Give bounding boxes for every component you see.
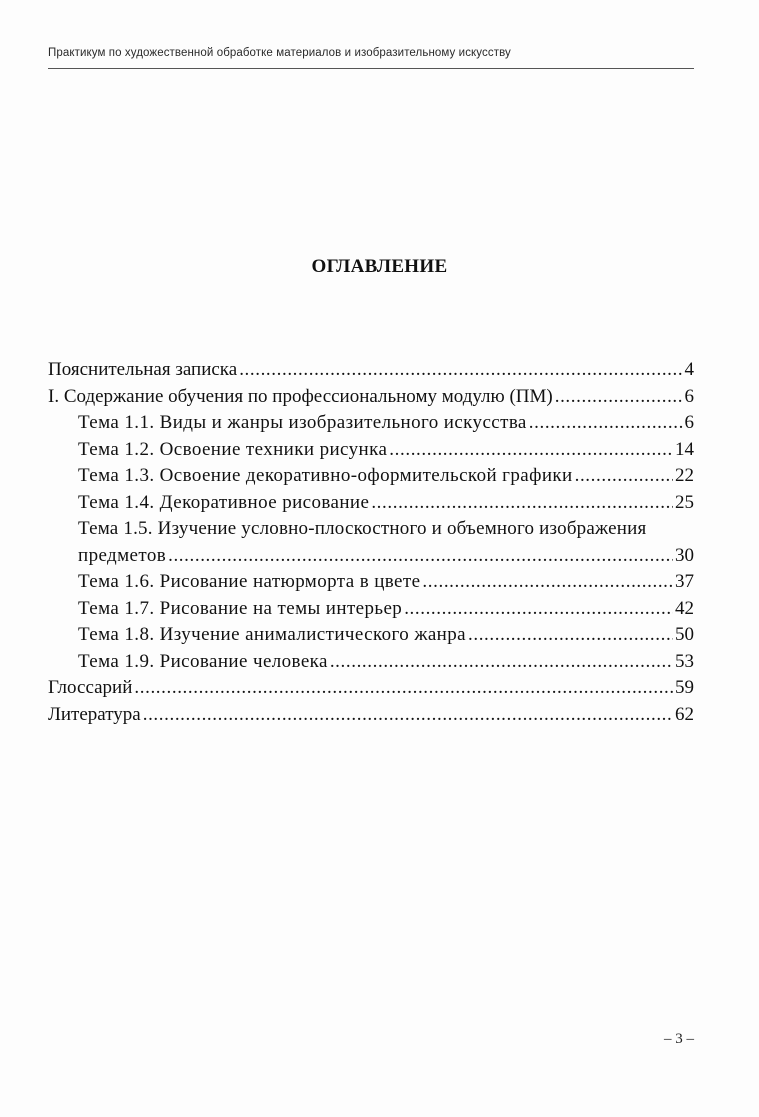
toc-entry-page: 50: [675, 624, 694, 645]
toc-entry-topic-1-7[interactable]: [48, 596, 694, 623]
toc-entry-page: 22: [675, 465, 694, 486]
page-number: – 3 –: [664, 1031, 694, 1047]
toc-entry-topic-1-5-cont[interactable]: [48, 543, 694, 570]
toc-entry-page: 53: [675, 650, 694, 672]
toc-leader-dots: [371, 490, 673, 517]
toc-entry-topic-1-2[interactable]: [48, 437, 694, 464]
toc-leader-dots: [330, 649, 673, 676]
toc-leader-dots: [575, 463, 673, 490]
toc-entry-topic-1-9[interactable]: [48, 649, 694, 676]
toc-entry-page: 30: [675, 544, 694, 566]
toc-leader-dots: [468, 622, 673, 649]
toc-entry-label: Тема 1.2. Освоение техники рисунка: [78, 438, 388, 460]
toc-entry-page: 6: [684, 412, 694, 433]
toc-entry-literature[interactable]: [48, 702, 694, 729]
toc-entry-page: 4: [684, 359, 694, 380]
toc-title: ОГЛАВЛЕНИЕ: [311, 256, 448, 277]
toc-leader-dots: [168, 543, 673, 570]
toc-entry-label: Тема 1.3. Освоение декоративно-оформительской графики: [78, 465, 573, 486]
toc-entry-topic-1-4[interactable]: [48, 490, 694, 517]
toc-entry-label: I. Содержание обучения по профессиональному модулю (ПМ): [48, 385, 553, 407]
toc-leader-dots: [134, 675, 673, 702]
toc-entry-topic-1-5[interactable]: [48, 516, 694, 543]
toc-leader-dots: [529, 410, 683, 437]
toc-entry-label: Тема 1.7. Рисование на темы интерьер: [78, 597, 403, 619]
toc-entry-explanatory-note[interactable]: [48, 357, 694, 384]
running-header: Практикум по художественной обработке материалов и изобразительному искусству: [48, 47, 511, 59]
toc-list: [48, 357, 694, 728]
toc-entry-label-continued: предметов: [78, 544, 167, 566]
toc-entry-topic-1-6[interactable]: [48, 569, 694, 596]
toc-entry-topic-1-8[interactable]: [48, 622, 694, 649]
toc-leader-dots: [143, 702, 673, 729]
toc-leader-dots: [404, 596, 673, 623]
toc-entry-topic-1-1[interactable]: [48, 410, 694, 437]
toc-entry-topic-1-3[interactable]: [48, 463, 694, 490]
toc-entry-label: Тема 1.5. Изучение условно-плоскостного и объемного изображения: [78, 518, 647, 539]
toc-entry-label: Тема 1.9. Рисование человека: [78, 650, 328, 672]
toc-entry-page: 59: [675, 677, 694, 698]
toc-entry-label: Тема 1.1. Виды и жанры изобразительного искусства: [78, 412, 527, 433]
toc-entry-page: 42: [675, 597, 694, 619]
toc-entry-label: Пояснительная записка: [48, 359, 238, 380]
toc-entry-glossary[interactable]: [48, 675, 694, 702]
toc-entry-page: 6: [684, 385, 694, 407]
toc-entry-label: Глоссарий: [48, 677, 133, 698]
toc-entry-page: 62: [675, 703, 694, 725]
header-rule: [48, 68, 694, 69]
toc-entry-label: Тема 1.6. Рисование натюрморта в цвете: [78, 571, 421, 592]
toc-entry-section-1[interactable]: [48, 384, 694, 411]
toc-leader-dots: [555, 384, 683, 411]
toc-leader-dots: [389, 437, 673, 464]
toc-leader-dots: [422, 569, 673, 596]
toc-entry-page: 25: [675, 491, 694, 513]
toc-entry-label: Литература: [48, 703, 141, 725]
toc-entry-label: Тема 1.8. Изучение анималистического жанра: [78, 624, 466, 645]
toc-leader-dots: [239, 357, 682, 384]
toc-entry-page: 37: [675, 571, 694, 592]
toc-entry-page: 14: [675, 438, 694, 460]
toc-entry-label: Тема 1.4. Декоративное рисование: [78, 491, 370, 513]
